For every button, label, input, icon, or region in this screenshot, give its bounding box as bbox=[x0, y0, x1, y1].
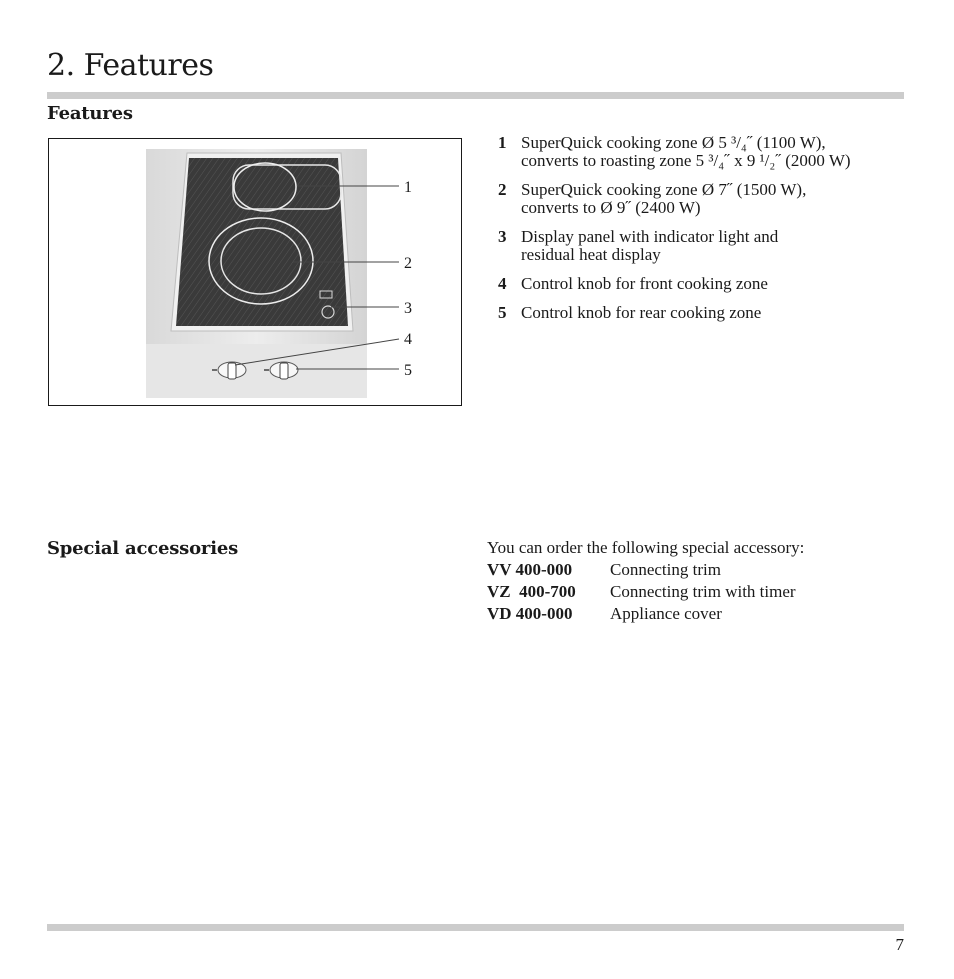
accessories-intro: You can order the following special accessory: bbox=[487, 538, 805, 557]
feature-text: SuperQuick cooking zone Ø 7˝ (1500 W), converts to Ø 9˝ (2400 W) bbox=[521, 180, 807, 217]
feature-text: Control knob for front cooking zone bbox=[521, 274, 768, 293]
list-item bbox=[498, 275, 918, 293]
callout-2: 2 bbox=[404, 255, 412, 272]
accessories-heading: Special accessories bbox=[47, 538, 239, 559]
accessory-code: VD 400-000 bbox=[487, 604, 573, 623]
ceramic-glass bbox=[176, 158, 348, 326]
feature-text: Control knob for rear cooking zone bbox=[521, 303, 762, 322]
list-item bbox=[498, 134, 918, 170]
callout-4: 4 bbox=[404, 331, 412, 348]
page-number: 7 bbox=[895, 935, 904, 954]
accessory-description: Connecting trim with timer bbox=[610, 582, 796, 601]
list-item bbox=[498, 228, 918, 264]
feature-text: SuperQuick cooking zone Ø 5 ³/₄˝ (1100 W), converts to roasting zone 5 ³/₄˝ x 9 ¹/₂˝ (2000 W) bbox=[521, 133, 851, 170]
list-item bbox=[498, 304, 918, 322]
callout-3: 3 bbox=[404, 300, 412, 317]
features-heading: Features bbox=[47, 103, 133, 124]
table-row bbox=[487, 581, 796, 603]
accessory-code: VZ 400-700 bbox=[487, 582, 576, 601]
feature-number: 4 bbox=[498, 274, 507, 293]
callout-1: 1 bbox=[404, 179, 412, 196]
callout-5: 5 bbox=[404, 362, 412, 379]
bottom-divider bbox=[47, 924, 904, 931]
table-row bbox=[487, 559, 796, 581]
list-item bbox=[498, 181, 918, 217]
feature-number: 5 bbox=[498, 303, 507, 322]
cooktop-illustration bbox=[49, 139, 461, 405]
accessory-description: Appliance cover bbox=[610, 604, 722, 623]
top-divider bbox=[47, 92, 904, 99]
feature-number: 3 bbox=[498, 227, 507, 246]
accessories-table bbox=[487, 559, 796, 625]
page-title: 2. Features bbox=[47, 48, 214, 83]
accessory-description: Connecting trim bbox=[610, 560, 721, 579]
cooktop-figure bbox=[48, 138, 462, 406]
accessory-code: VV 400-000 bbox=[487, 560, 573, 579]
table-row bbox=[487, 603, 796, 625]
feature-text: Display panel with indicator light and residual heat display bbox=[521, 227, 779, 264]
feature-number: 1 bbox=[498, 133, 507, 152]
feature-number: 2 bbox=[498, 180, 507, 199]
control-strip bbox=[146, 344, 367, 398]
feature-list bbox=[498, 134, 918, 333]
